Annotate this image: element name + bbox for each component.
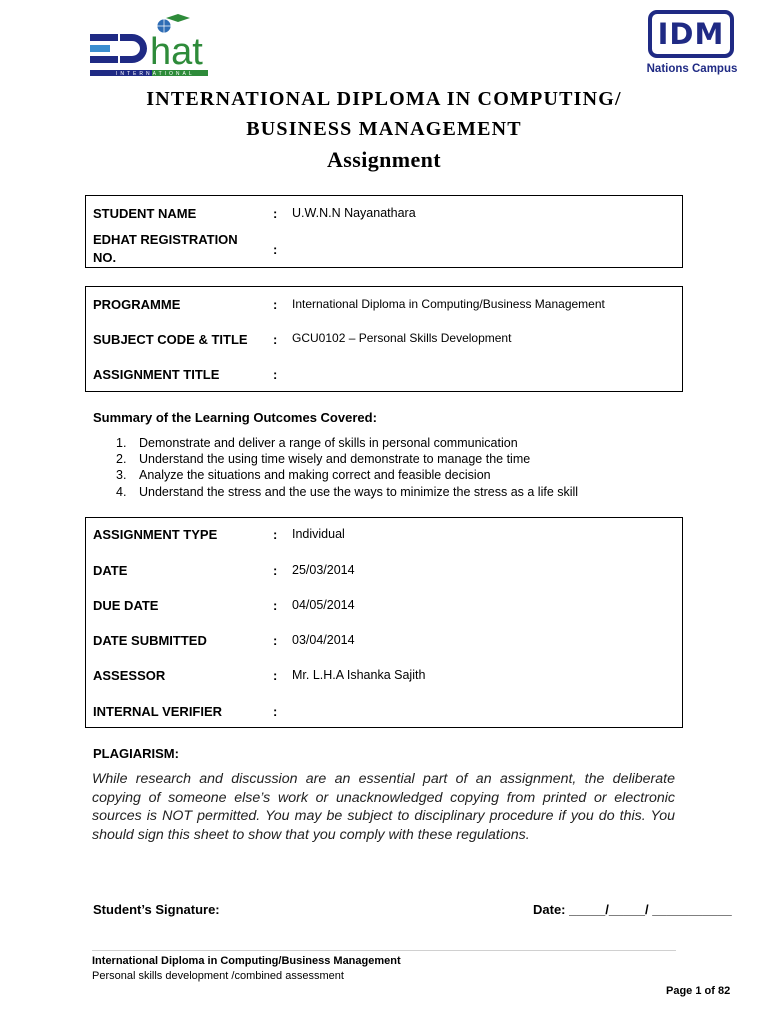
programme-colon: : xyxy=(273,297,278,312)
internal-verifier-colon: : xyxy=(273,704,278,719)
assignment-type-colon: : xyxy=(273,527,278,542)
assignment-title-colon: : xyxy=(273,367,278,382)
footer-divider xyxy=(92,950,676,951)
edhat-logo xyxy=(88,14,210,78)
assignment-title-label: ASSIGNMENT TITLE xyxy=(93,367,220,382)
signature-date-label: Date: _____/_____/ ___________ xyxy=(533,902,732,917)
programme-value: International Diploma in Computing/Business Management xyxy=(292,297,605,311)
student-name-label: STUDENT NAME xyxy=(93,206,197,221)
learning-outcome-text: Understand the using time wisely and demonstrate to manage the time xyxy=(139,452,531,466)
subject-value: GCU0102 – Personal Skills Development xyxy=(292,331,512,345)
document-title-line1: INTERNATIONAL DIPLOMA IN COMPUTING/ xyxy=(146,88,622,110)
learning-outcome-text: Analyze the situations and making correct and feasible decision xyxy=(139,468,491,482)
assessor-label: ASSESSOR xyxy=(93,668,166,683)
programme-label: PROGRAMME xyxy=(93,297,181,312)
learning-outcome-number: 1. xyxy=(116,436,127,450)
due-date-value: 04/05/2014 xyxy=(292,598,355,612)
assignment-type-label: ASSIGNMENT TYPE xyxy=(93,527,218,542)
date-colon: : xyxy=(273,563,278,578)
learning-outcome-number: 2. xyxy=(116,452,127,466)
learning-outcome-text: Understand the stress and the use the ways to minimize the stress as a life skill xyxy=(139,485,579,499)
idm-logo-text: IDM xyxy=(648,10,734,58)
date-submitted-colon: : xyxy=(273,633,278,648)
footer-course: International Diploma in Computing/Business Management xyxy=(92,955,401,967)
registration-label-line2: NO. xyxy=(93,250,117,265)
assessor-value: Mr. L.H.A Ishanka Sajith xyxy=(292,668,426,682)
student-signature-label: Student’s Signature: xyxy=(93,902,220,917)
assignment-info-box xyxy=(85,517,683,728)
idm-campus-text: Nations Campus xyxy=(646,63,738,75)
registration-label-line1: EDHAT REGISTRATION xyxy=(93,232,238,247)
date-value: 25/03/2014 xyxy=(292,563,355,577)
due-date-label: DUE DATE xyxy=(93,598,159,613)
internal-verifier-label: INTERNAL VERIFIER xyxy=(93,704,223,719)
assignment-type-value: Individual xyxy=(292,527,345,541)
student-name-colon: : xyxy=(273,206,278,221)
document-title-line2: BUSINESS MANAGEMENT xyxy=(246,118,522,140)
page-number: Page 1 of 82 xyxy=(666,985,731,997)
subject-colon: : xyxy=(273,332,278,347)
learning-outcome-text: Demonstrate and deliver a range of skills in personal communication xyxy=(139,436,518,450)
due-date-colon: : xyxy=(273,598,278,613)
plagiarism-text: While research and discussion are an essential part of an assignment, the deliberate copying of someone else’s work or unacknowledged copying from printed or electronic sources is NOT permitted. You may be subject to disciplinary procedure if you do this. You should sign this sheet to show that you comply with these regulations. xyxy=(92,771,675,843)
footer-subtitle: Personal skills development /combined assessment xyxy=(92,970,344,982)
student-name-value: U.W.N.N Nayanathara xyxy=(292,206,416,220)
date-submitted-value: 03/04/2014 xyxy=(292,633,355,647)
registration-colon: : xyxy=(273,242,278,257)
assessor-colon: : xyxy=(273,668,278,683)
idm-logo xyxy=(646,10,738,80)
document-subtitle: Assignment xyxy=(326,147,441,172)
learning-outcome-number: 3. xyxy=(116,468,127,482)
date-label: DATE xyxy=(93,563,128,578)
date-submitted-label: DATE SUBMITTED xyxy=(93,633,207,648)
subject-label: SUBJECT CODE & TITLE xyxy=(93,332,248,347)
edhat-logo-text: hat xyxy=(150,31,203,73)
learning-outcome-number: 4. xyxy=(116,485,127,499)
edhat-logo-sub-text: INTERNATIONAL xyxy=(116,71,195,77)
learning-outcomes-heading: Summary of the Learning Outcomes Covered: xyxy=(93,410,377,425)
plagiarism-heading: PLAGIARISM: xyxy=(93,746,179,761)
